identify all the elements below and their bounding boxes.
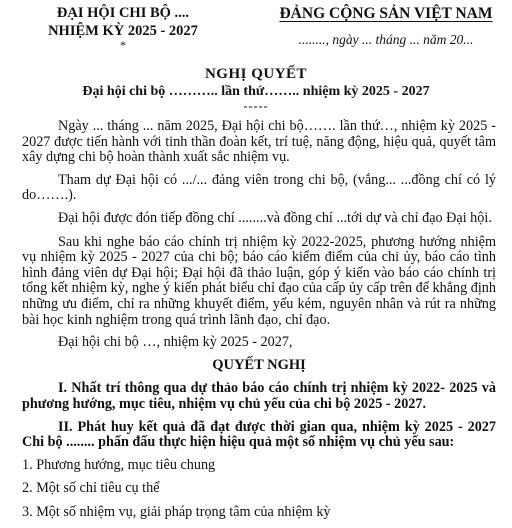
separator: ----- (243, 99, 269, 113)
header-mark: * (120, 38, 126, 52)
document-body (22, 119, 496, 528)
document-subtitle: Đại hội chi bộ ……….. lần thứ…….. nhiệm kỳ 2025 - 2027 (82, 84, 430, 99)
party-name: ĐẢNG CỘNG SẢN VIỆT NAM (279, 5, 493, 22)
place-date-line: ........, ngày ... tháng ... năm 20... (298, 32, 474, 47)
paragraph-attendance: Tham dự Đại hội có .../... đảng viên trong chi bộ, (vắng... ...đồng chí có lý do…….). (22, 171, 496, 204)
paragraph-congress: Đại hội chi bộ …, nhiệm kỳ 2025 - 2027, (58, 334, 293, 351)
paragraph-guests: Đại hội được đón tiếp đồng chí ........và đồng chí ...tới dự và chỉ đạo Đại hội. (58, 209, 492, 226)
decision-heading: QUYẾT NGHỊ (212, 356, 306, 373)
branch-name: ĐẠI HỘI CHI BỘ .... (56, 5, 190, 21)
party-header (270, 4, 502, 50)
section-one: I. Nhất trí thông qua dự thảo báo cáo chính trị nhiệm kỳ 2022- 2025 và phương hướng, mục tiêu, nhiệm vụ chủ yếu của chi bộ 2025 - 2027. (22, 380, 496, 412)
paragraph-opening: Ngày ... tháng ... năm 2025, Đại hội chi bộ……. lần thứ…, nhiệm kỳ 2025 - 2027 được tiến hành với tinh thần đoàn kết, trí tuệ, năng động, hiệu quả, quyết tâm xây dựng chi bộ hoàn thành xuất sắc nhiệm vụ. (22, 118, 496, 166)
list-item: 3. Một số nhiệm vụ, giải pháp trọng tâm của nhiệm kỳ (22, 503, 331, 520)
list-item: 2. Một số chỉ tiêu cụ thể (22, 480, 160, 497)
document-title: NGHỊ QUYẾT (204, 66, 308, 82)
branch-term: NHIỆM KỲ 2025 - 2027 (48, 23, 198, 39)
branch-header (28, 4, 218, 50)
paragraph-discussion: Sau khi nghe báo cáo chính trị nhiệm kỳ 2022-2025, phương hướng nhiệm vụ nhiệm kỳ 2025 - 2027 của chi bộ; báo cáo kiểm điểm của chi ủy, báo cáo tình hình đảng viên dự Đại hội; Đại hội đã thảo luận, góp ý kiến vào báo cáo chính trị tổng kết nhiệm kỳ, nghe ý kiến phát biểu chỉ đạo của cấp ủy cấp trên để khẳng định những ưu điểm, chỉ ra những khuyết điểm, yếu kém, nguyên nhân và rút ra những bài học kinh nghiệm trong quá trình lãnh đạo, chỉ đạo. (22, 233, 496, 328)
section-two: II. Phát huy kết quả đã đạt được thời gian qua, nhiệm kỳ 2025 - 2027 Chi bộ ........ phấn đấu thực hiện hiệu quả một số nhiệm vụ chủ yếu sau: (22, 418, 496, 451)
list-item: 1. Phương hướng, mục tiêu chung (22, 456, 216, 473)
